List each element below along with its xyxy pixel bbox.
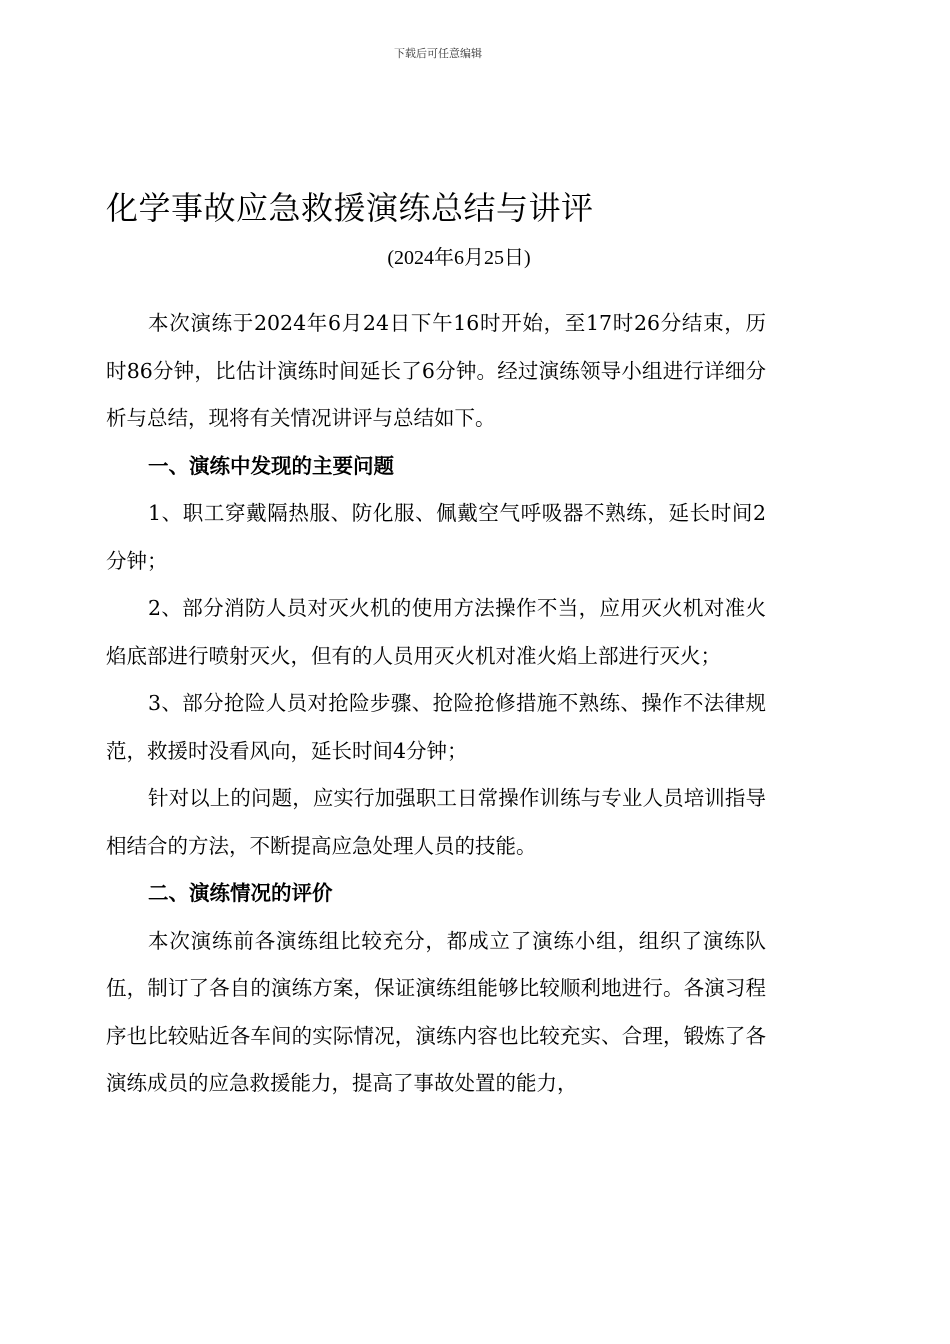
document-title: 化学事故应急救援演练总结与讲评 — [106, 189, 594, 227]
section-2-heading: 二、演练情况的评价 — [148, 881, 333, 905]
section-1-conclusion: 针对以上的问题，应实行加强职工日常操作训练与专业人员培训指导相结合的方法，不断提高应急处理人员的技能。 — [106, 786, 766, 858]
page-header-note: 下载后可任意编辑 — [394, 47, 482, 60]
document-date: (2024年6月25日) — [387, 247, 531, 269]
problem-item-3: 3、部分抢险人员对抢险步骤、抢险抢修措施不熟练、操作不法律规范，救援时没看风向，延长时间4分钟； — [106, 691, 766, 763]
section-1-heading: 一、演练中发现的主要问题 — [148, 453, 394, 478]
problem-item-1: 1、职工穿戴隔热服、防化服、佩戴空气呼吸器不熟练，延长时间2分钟； — [106, 501, 766, 573]
intro-paragraph: 本次演练于2024年6月24日下午16时开始，至17时26分结束，历时86分钟，比估计演练时间延长了6分钟。经过演练领导小组进行详细分析与总结，现将有关情况讲评与总结如下。 — [106, 311, 766, 430]
problem-item-2: 2、部分消防人员对灭火机的使用方法操作不当，应用灭火机对准火焰底部进行喷射灭火，但有的人员用灭火机对准火焰上部进行灭火； — [106, 596, 766, 668]
evaluation-paragraph: 本次演练前各演练组比较充分，都成立了演练小组，组织了演练队伍，制订了各自的演练方案，保证演练组能够比较顺利地进行。各演习程序也比较贴近各车间的实际情况，演练内容也比较充实、合理，锻炼了各演练成员的应急救援能力，提高了事故处置的能力， — [106, 928, 766, 1095]
document-body — [106, 300, 766, 1108]
